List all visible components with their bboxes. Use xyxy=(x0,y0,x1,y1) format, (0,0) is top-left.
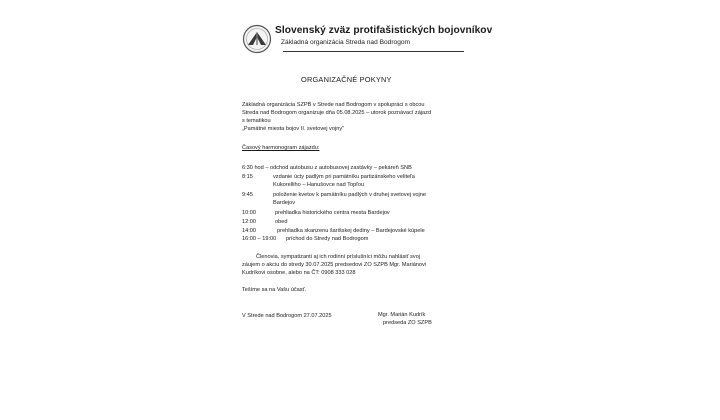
signer-role: predseda ZO SZPB xyxy=(383,320,432,326)
intro-line: s tematikou xyxy=(242,118,271,124)
schedule-activity: prehliadka historického centra mesta Bardejov xyxy=(275,210,390,216)
schedule-activity: Bardejov xyxy=(273,200,296,206)
org-subtitle: Základná organizácia Streda nad Bodrogom xyxy=(281,39,411,46)
intro-line: „Pamätné miesta bojov II. svetovej vojny" xyxy=(242,126,345,132)
intro-line: Základná organizácia SZPB v Strede nad Bodrogom v spolupráci s obcou xyxy=(242,102,425,108)
page-title: ORGANIZAČNÉ POKYNY xyxy=(301,75,392,84)
members-note-line: Členovia, sympatizanti aj ich rodinní príslušníci môžu nahlásiť svoj xyxy=(256,254,421,260)
schedule-time: 8:15 xyxy=(242,174,253,180)
schedule-time: 9:45 xyxy=(242,192,253,198)
schedule-activity: obed xyxy=(275,219,288,225)
closing-text: Tešíme sa na Vašu účasť. xyxy=(242,287,307,293)
schedule-time: 10:00 xyxy=(242,210,256,216)
signer-name: Mgr. Marián Kudrík xyxy=(378,312,426,318)
schedule-activity: príchod do Stredy nad Bodrogom xyxy=(286,236,369,242)
org-name: Slovenský zväz protifašistických bojovníkov xyxy=(275,25,493,36)
place-date: V Strede nad Bodrogom 27.07.2025 xyxy=(242,313,332,319)
schedule-time: 6:30 hod – xyxy=(242,165,269,171)
schedule-time: 16:00 – 19:00 xyxy=(242,236,277,242)
header-divider xyxy=(283,51,464,52)
intro-line: Streda nad Bodrogom organizuje dňa 05.08.2025 – utorok poznávací zájazd xyxy=(242,110,432,116)
schedule-time: 12:00 xyxy=(242,219,256,225)
members-note-line: Kudríkovi osobne, alebo na ČT: 0908 333 028 xyxy=(242,270,356,276)
schedule-activity: vzdanie úcty padlým pri pamätníku partizánskeho veliteľa xyxy=(273,174,415,180)
schedule-heading: Časový harmonogram zájazdu: xyxy=(242,145,320,151)
members-note-line: záujem o akciu do stredy 30.07.2025 predsedovi ZO SZPB Mgr. Mariánovi xyxy=(242,262,427,268)
schedule-activity: Kukorelliho – Hanušovce nad Topľou xyxy=(273,182,365,188)
schedule-time: 14:00 xyxy=(242,228,256,234)
szpb-logo-icon xyxy=(242,24,272,54)
schedule-activity: položenie kvetov k pamätníku padlých v druhej svetovej vojne xyxy=(273,192,426,198)
schedule-activity: prehliadka skanzenu šarišskej dediny – Bardejovské kúpele xyxy=(277,228,425,234)
schedule-activity: odchod autobusu z autobusovej zastávky – pekáreň SNB xyxy=(270,165,412,171)
